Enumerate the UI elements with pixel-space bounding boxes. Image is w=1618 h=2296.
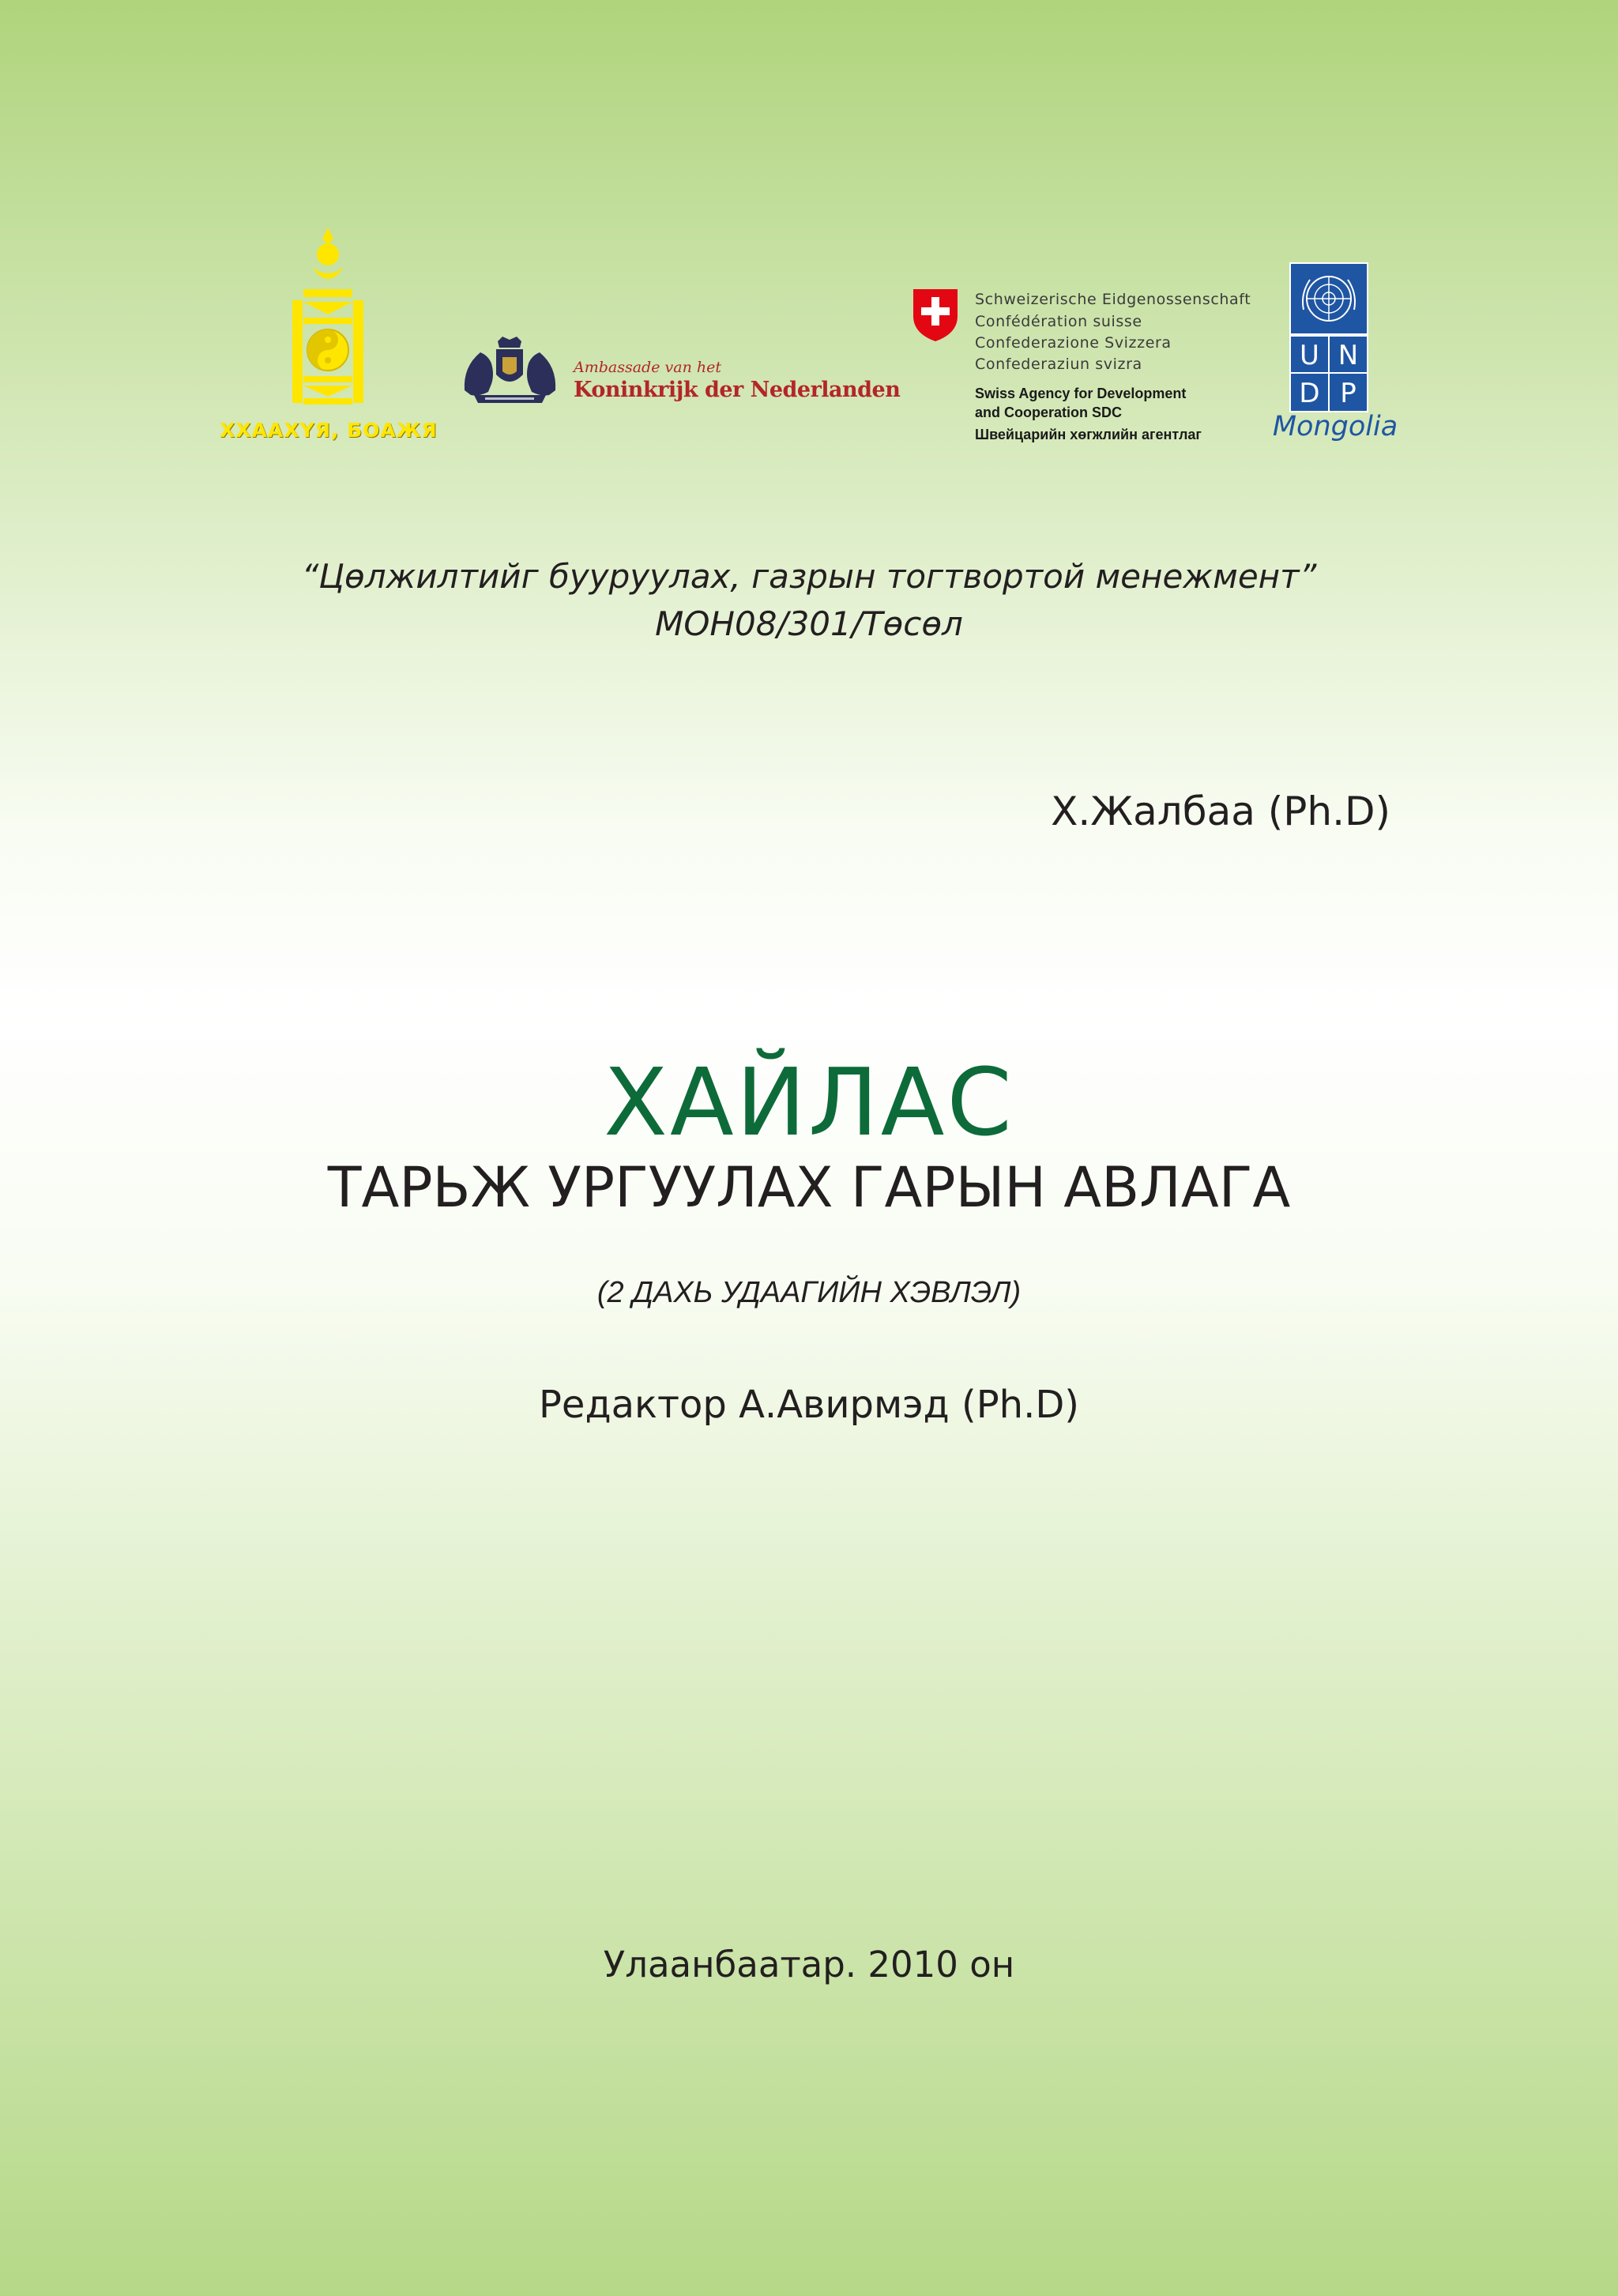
- undp-letter-n: N: [1338, 340, 1359, 371]
- swiss-name-de: Schweizerische Eidgenossenschaft: [975, 291, 1251, 308]
- undp-letter-p: P: [1340, 378, 1356, 409]
- swiss-sdc-logo: [909, 286, 1251, 452]
- swiss-name-it: Confederazione Svizzera: [975, 334, 1172, 352]
- ministry-name: ХХААХҮЯ, БОАЖЯ: [220, 419, 438, 442]
- main-title: ХАЙЛАС: [604, 1048, 1014, 1157]
- undp-logo: [1264, 262, 1406, 452]
- swiss-name-fr: Confédération suisse: [975, 313, 1142, 330]
- ministry-logo: [213, 221, 450, 458]
- project-title: “Цөлжилтийг бууруулах, газрын тогтвортой менежмент”: [301, 557, 1317, 596]
- project-code: МОН08/301/Төсөл: [655, 604, 963, 643]
- netherlands-embassy-logo: [457, 332, 899, 411]
- soyombo-emblem-icon: [269, 221, 387, 411]
- author-name: Х.Жалбаа (Ph.D): [1051, 789, 1390, 834]
- swiss-name-rm: Confederaziun svizra: [975, 356, 1142, 373]
- undp-letter-d: D: [1299, 378, 1320, 409]
- swiss-cross-shield-icon: [912, 288, 959, 343]
- undp-country: Mongolia: [1272, 411, 1398, 442]
- place-and-year: Улаанбаатар. 2010 он: [603, 1944, 1015, 1985]
- subtitle: ТАРЬЖ УРГУУЛАХ ГАРЫН АВЛАГА: [327, 1155, 1291, 1220]
- dutch-coat-of-arms-icon: [457, 335, 563, 408]
- netherlands-line2: Koninkrijk der Nederlanden: [574, 378, 901, 402]
- undp-letter-u: U: [1300, 340, 1319, 371]
- edition-note: (2 ДАХЬ УДААГИЙН ХЭВЛЭЛ): [596, 1276, 1022, 1309]
- editor-credit: Редактор А.Авирмэд (Ph.D): [538, 1383, 1080, 1427]
- netherlands-line1: Ambassade van het: [574, 359, 721, 376]
- sdc-name-mn: Швейцарийн хөгжлийн агентлаг: [975, 427, 1202, 442]
- sdc-name-line2: and Cooperation SDC: [975, 405, 1123, 420]
- sdc-name-line1: Swiss Agency for Development: [975, 386, 1187, 401]
